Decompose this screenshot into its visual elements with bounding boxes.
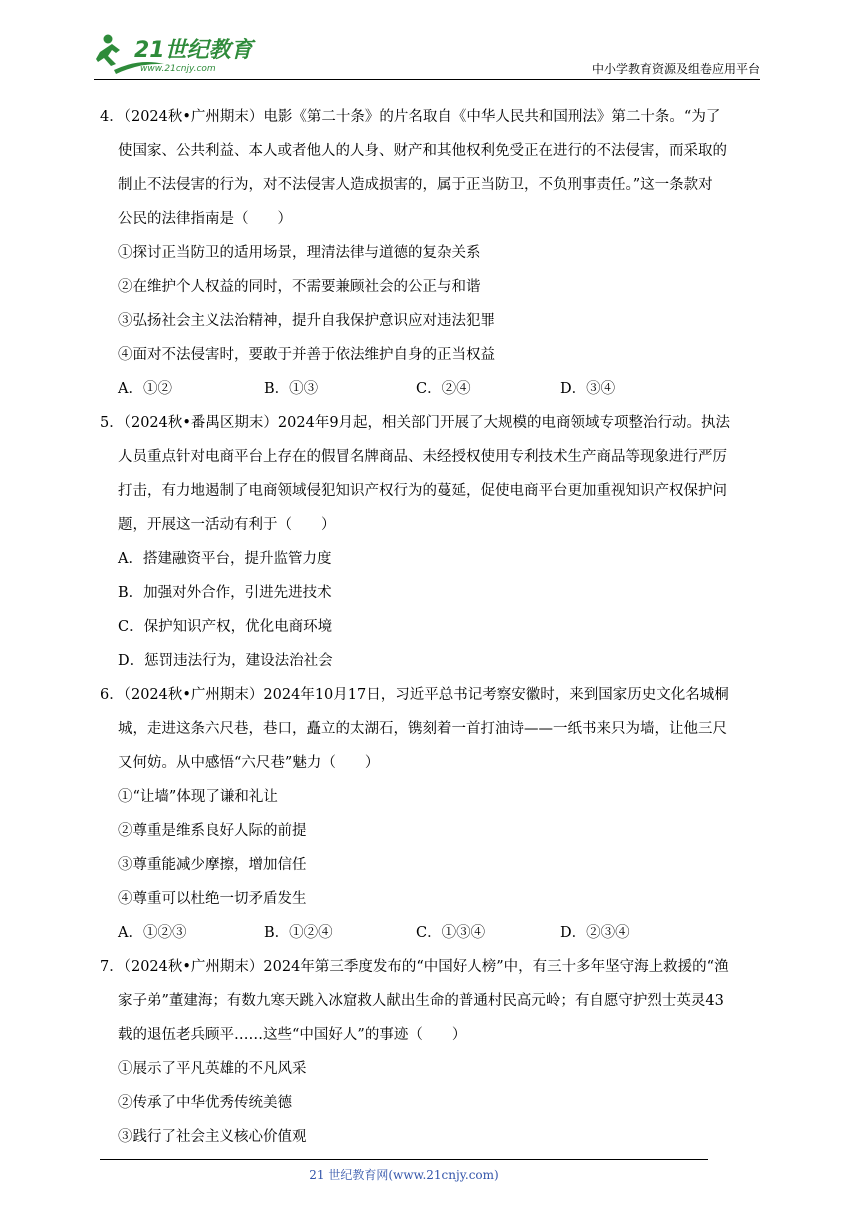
svg-text:21世纪教育: 21世纪教育 (134, 38, 253, 63)
header-divider (94, 79, 760, 80)
choice-a[interactable]: A．①② (118, 381, 172, 397)
footer-divider (100, 1159, 708, 1160)
question-5 (100, 406, 768, 678)
choice-b[interactable]: B．①②④ (264, 925, 333, 941)
header-title: 中小学教育资源及组卷应用平台 (591, 62, 760, 76)
statement: ①“让墙”体现了谦和礼让 (118, 789, 278, 805)
page-header (0, 0, 860, 80)
question-4 (100, 100, 768, 406)
statement: ③践行了社会主义核心价值观 (118, 1129, 307, 1145)
question-stem-line: 人员重点针对电商平台上存在的假冒名牌商品、未经授权使用专利技术生产商品等现象进行严厉 (118, 449, 727, 465)
choice-c[interactable]: C．②④ (416, 381, 471, 397)
option-d[interactable]: D．惩罚违法行为，建设法治社会 (118, 653, 333, 669)
statement: ③尊重能减少摩擦，增加信任 (118, 857, 307, 873)
question-stem-line: 4．（2024秋•广州期末）电影《第二十条》的片名取自《中华人民共和国刑法》第二十条。“为了 (100, 109, 721, 125)
question-stem-line: 家子弟”董建海；有数九寒天跳入冰窟救人献出生命的普通村民高元岭；有自愿守护烈士英灵43 (118, 993, 724, 1009)
statement: ④面对不法侵害时，要敢于并善于依法维护自身的正当权益 (118, 347, 495, 363)
question-stem-line: 又何妨。从中感悟“六尺巷”魅力（ ） (118, 755, 380, 771)
answer-choices (100, 372, 768, 406)
question-stem-line: 5．（2024秋•番禺区期末）2024年9月起，相关部门开展了大规模的电商领域专项整治行动。执法 (100, 415, 731, 431)
choice-d[interactable]: D．②③④ (560, 925, 630, 941)
statement: ②传承了中华优秀传统美德 (118, 1095, 292, 1111)
question-6 (100, 678, 768, 950)
svg-text:www.21cnjy.com: www.21cnjy.com (140, 64, 216, 74)
page-footer[interactable]: 21 世纪教育网(www.21cnjy.com) (309, 1168, 499, 1182)
statement: ②在维护个人权益的同时，不需要兼顾社会的公正与和谐 (118, 279, 481, 295)
question-list (100, 100, 768, 1154)
choice-b[interactable]: B．①③ (264, 381, 319, 397)
option-b[interactable]: B．加强对外合作，引进先进技术 (118, 585, 332, 601)
option-c[interactable]: C．保护知识产权，优化电商环境 (118, 619, 333, 635)
statement: ④尊重可以杜绝一切矛盾发生 (118, 891, 307, 907)
question-stem-line: 打击，有力地遏制了电商领域侵犯知识产权行为的蔓延，促使电商平台更加重视知识产权保护问 (118, 483, 727, 499)
question-stem-line: 城，走进这条六尺巷，巷口，矗立的太湖石，镌刻着一首打油诗——一纸书来只为墙，让他三尺 (118, 721, 727, 737)
option-a[interactable]: A．搭建融资平台，提升监管力度 (118, 551, 332, 567)
choice-a[interactable]: A．①②③ (118, 925, 187, 941)
question-stem-line: 题，开展这一活动有利于（ ） (118, 517, 336, 533)
question-7 (100, 950, 768, 1154)
choice-c[interactable]: C．①③④ (416, 925, 486, 941)
site-logo (94, 30, 264, 78)
statement: ③弘扬社会主义法治精神，提升自我保护意识应对违法犯罪 (118, 313, 495, 329)
choice-d[interactable]: D．③④ (560, 381, 616, 397)
question-stem-line: 公民的法律指南是（ ） (118, 211, 292, 227)
question-stem-line: 制止不法侵害的行为，对不法侵害人造成损害的，属于正当防卫，不负刑事责任。”这一条款对 (118, 177, 713, 193)
question-stem-line: 7．（2024秋•广州期末）2024年第三季度发布的“中国好人榜”中，有三十多年坚守海上救援的“渔 (100, 959, 729, 975)
statement: ①展示了平凡英雄的不凡风采 (118, 1061, 307, 1077)
question-stem-line: 使国家、公共利益、本人或者他人的人身、财产和其他权利免受正在进行的不法侵害，而采取的 (118, 143, 727, 159)
question-stem-line: 6．（2024秋•广州期末）2024年10月17日，习近平总书记考察安徽时，来到国家历史文化名城桐 (100, 687, 729, 703)
answer-choices (100, 916, 768, 950)
question-stem-line: 载的退伍老兵顾平……这些“中国好人”的事迹（ ） (118, 1027, 467, 1043)
statement: ①探讨正当防卫的适用场景，理清法律与道德的复杂关系 (118, 245, 481, 261)
statement: ②尊重是维系良好人际的前提 (118, 823, 307, 839)
